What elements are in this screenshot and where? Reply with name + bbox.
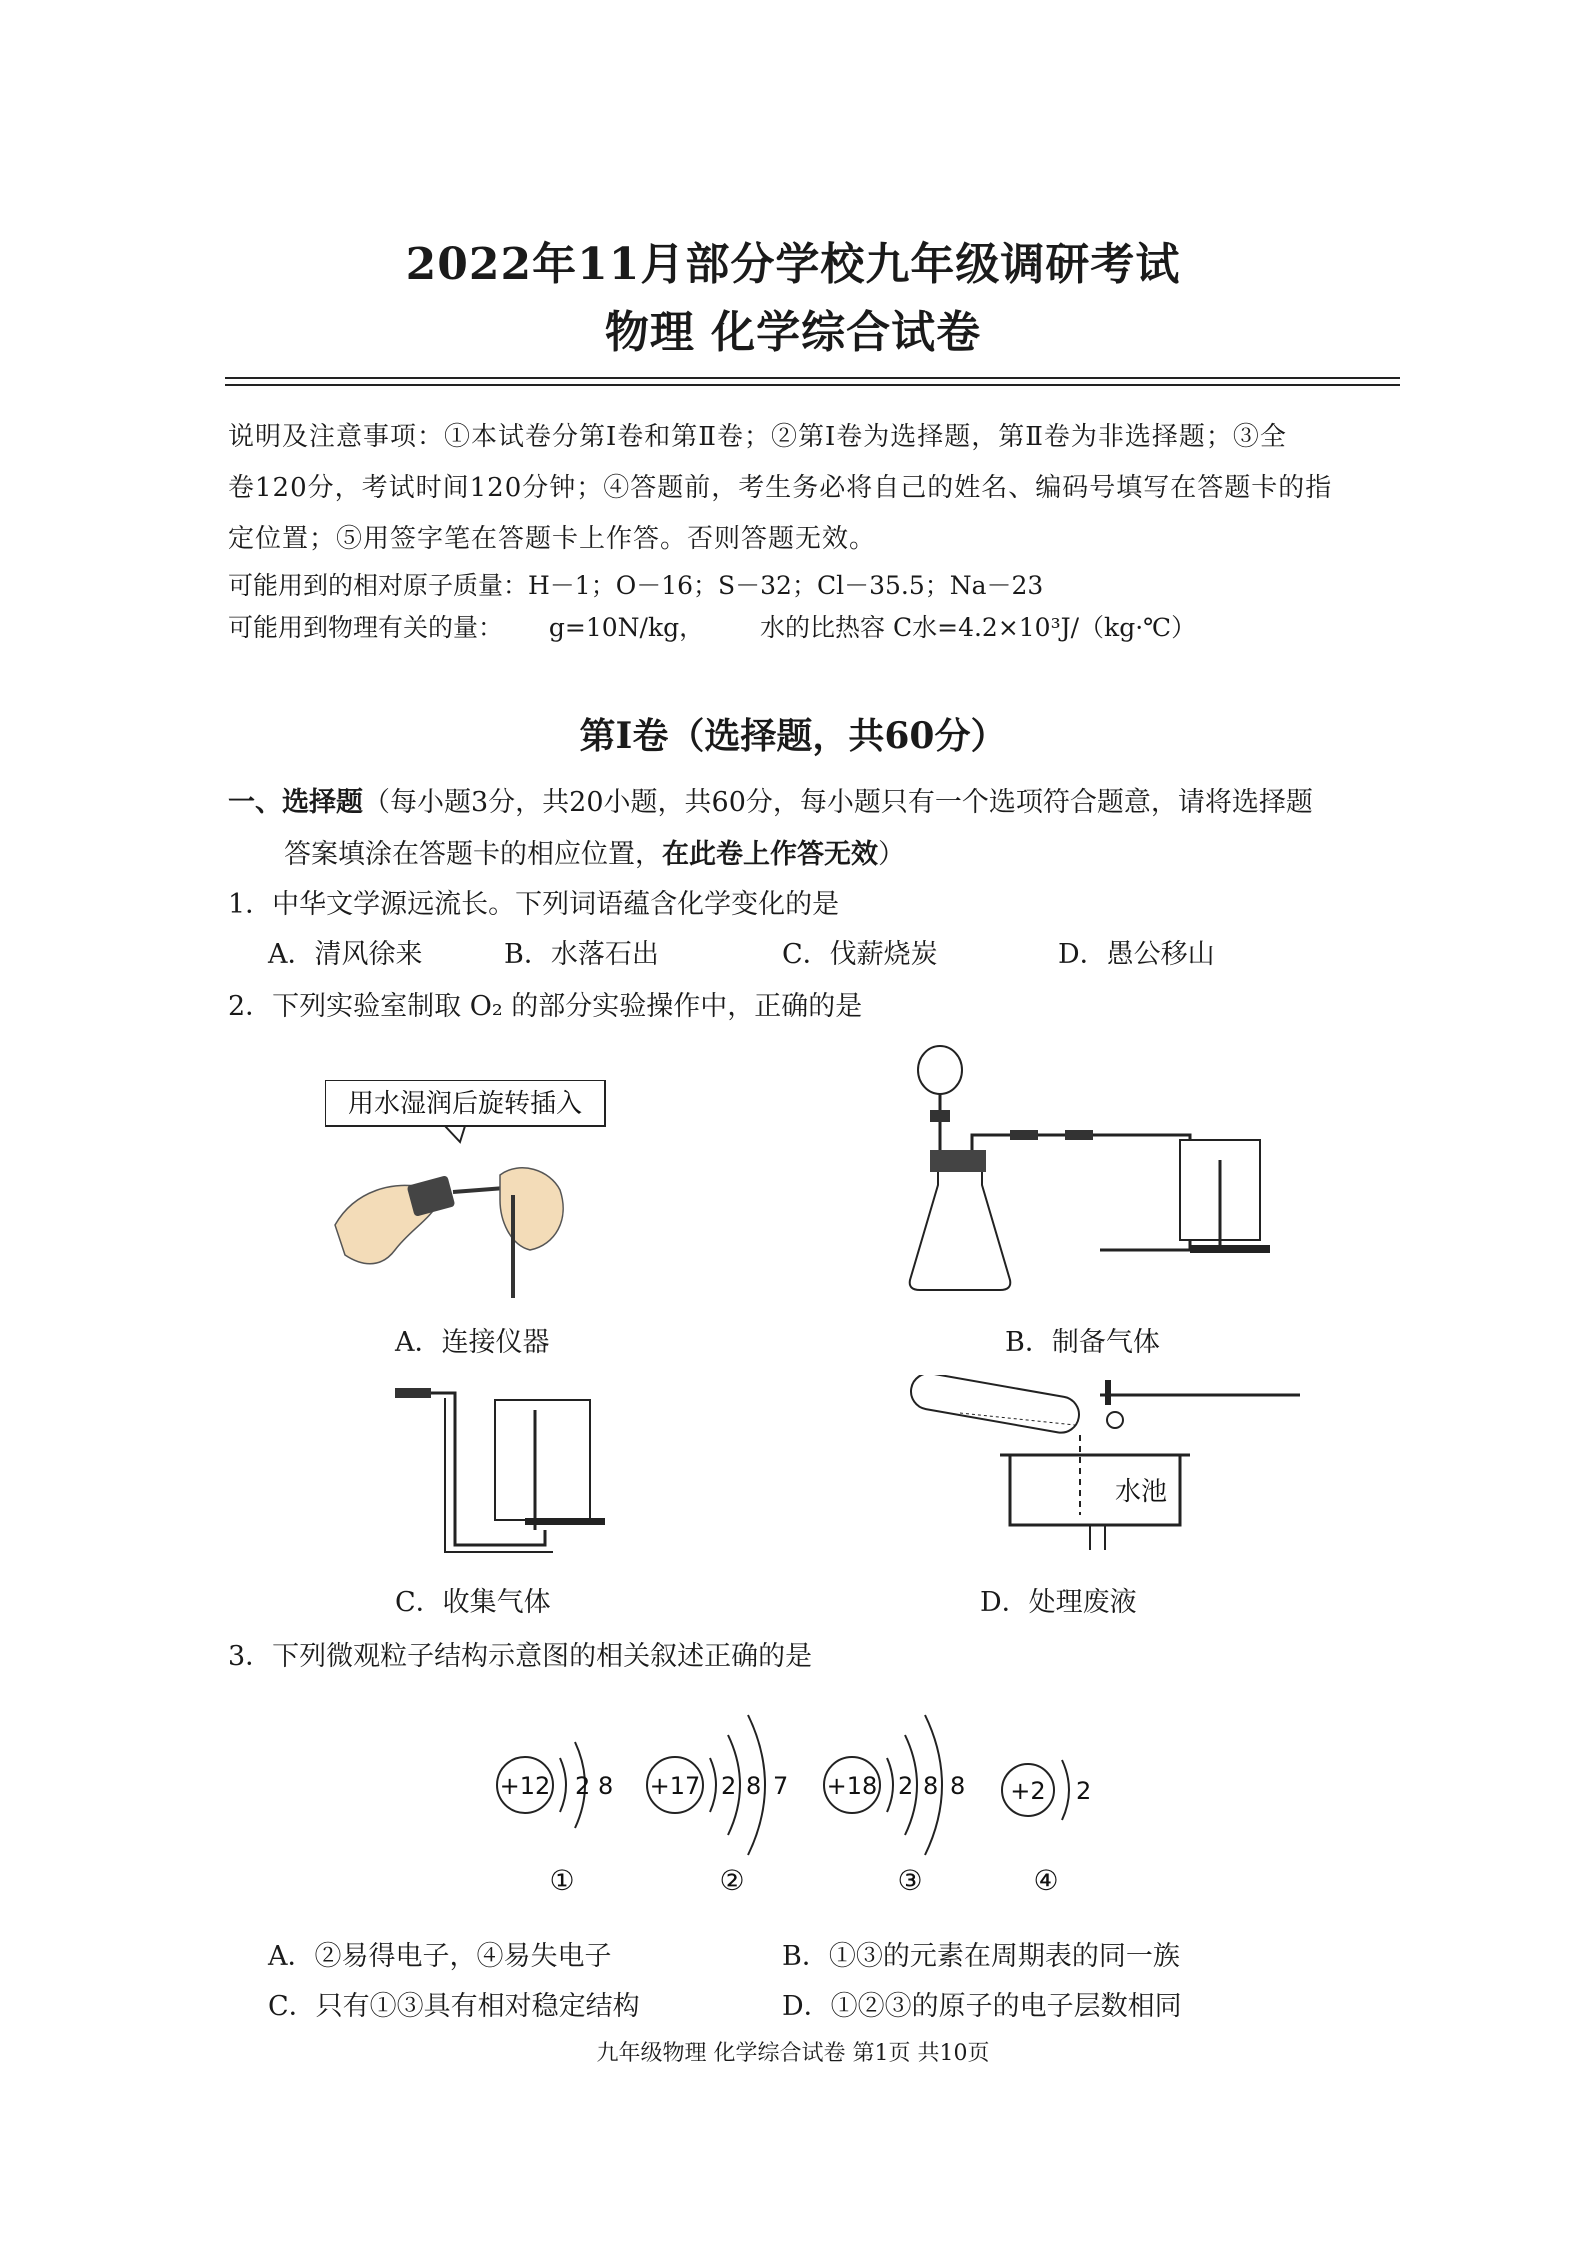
page-footer: 九年级物理 化学综合试卷 第1页 共10页 [596, 2041, 990, 2066]
particle-3 [824, 1715, 965, 1897]
particle-1-shell-1-count: 2 [575, 1772, 591, 1800]
sink-label: 水池 [1115, 1477, 1168, 1507]
divider-bottom [225, 384, 1400, 386]
q2-stem: 2．下列实验室制取 O₂ 的部分实验操作中，正确的是 [228, 991, 863, 1022]
figure-generate-gas [900, 1040, 1280, 1300]
collection-bottle-c [495, 1400, 590, 1520]
q2-caption-a: A．连接仪器 [395, 1327, 550, 1358]
q3-option-d: D．①②③的原子的电子层数相同 [782, 1991, 1182, 2022]
particle-1 [497, 1742, 613, 1897]
bottle-stand-c [525, 1518, 605, 1525]
funnel-bulb [918, 1046, 962, 1094]
q2-caption-d: D．处理废液 [980, 1587, 1137, 1618]
q3-stem: 3．下列微观粒子结构示意图的相关叙述正确的是 [228, 1641, 813, 1672]
physics-prefix: 可能用到物理有关的量： [228, 613, 504, 642]
particle-3-shell-1-count: 2 [898, 1772, 914, 1800]
section-heading-line-2-end: ） [878, 839, 905, 870]
q1-stem: 1．中华文学源远流长。下列词语蕴含化学变化的是 [228, 889, 840, 920]
figure-a-label-pointer [445, 1126, 465, 1142]
section-heading-rest: （每小题3分，共20小题，共60分，每小题只有一个选项符合题意，请将选择题 [363, 787, 1313, 818]
section-title: 第Ⅰ卷（选择题，共60分） [579, 715, 1007, 757]
particle-2-shell-1 [710, 1758, 716, 1812]
instructions-line-1: 说明及注意事项：①本试卷分第Ⅰ卷和第Ⅱ卷；②第Ⅰ卷为选择题，第Ⅱ卷为非选择题；③全 [228, 422, 1287, 452]
section-heading-line-2 [284, 832, 905, 871]
q1-option-b: B．水落石出 [504, 939, 659, 970]
q3-option-c: C．只有①③具有相对稳定结构 [268, 1991, 640, 2022]
faucet-nozzle [1107, 1412, 1123, 1428]
bottle-stand [1190, 1245, 1270, 1253]
figure-connect-apparatus [325, 1080, 625, 1300]
q2-caption-c: C．收集气体 [395, 1587, 551, 1618]
physics-constants [228, 608, 1196, 644]
particle-2-charge: +17 [649, 1772, 701, 1800]
rubber-tube [407, 1175, 456, 1217]
q3-option-a: A．②易得电子，④易失电子 [268, 1941, 612, 1972]
particle-3-charge: +18 [826, 1772, 878, 1800]
instructions [228, 412, 1378, 565]
q2-caption-b: B．制备气体 [1005, 1327, 1160, 1358]
q3-option-b: B．①③的元素在周期表的同一族 [782, 1941, 1180, 1972]
right-hand [500, 1168, 563, 1250]
title-line-2: 物理 化学综合试卷 [604, 307, 982, 358]
particle-1-mark: ① [549, 1864, 575, 1897]
gravity-constant: g=10N/kg， [548, 613, 705, 642]
particle-2-shell-1-count: 2 [721, 1772, 737, 1800]
glass-tube-horizontal [453, 1188, 505, 1192]
q1-option-d: D．愚公移山 [1058, 939, 1215, 970]
figure-dispose-waste [900, 1375, 1300, 1555]
delivery-tube [972, 1135, 1190, 1250]
particle-3-shell-1 [887, 1758, 893, 1812]
water-heat-capacity: 水的比热容 C水=4.2×10³J/（kg·℃） [760, 613, 1197, 642]
tube-joint-2 [1065, 1130, 1093, 1140]
atomic-masses: 可能用到的相对原子质量：H－1；O－16；S－32；Cl－35.5；Na－23 [228, 571, 1044, 600]
particle-1-shell-1 [560, 1758, 566, 1812]
tube-clip [395, 1388, 431, 1398]
particle-3-shell-3-count: 8 [950, 1772, 966, 1800]
conical-flask [910, 1172, 1011, 1290]
particle-3-shell-2-count: 8 [923, 1772, 939, 1800]
stopcock [930, 1110, 950, 1122]
faucet-valve [1105, 1380, 1111, 1405]
particle-1-shell-2-count: 8 [598, 1772, 614, 1800]
stopper [930, 1150, 986, 1172]
figure-collect-gas [385, 1380, 615, 1560]
particle-2 [647, 1715, 788, 1897]
test-tube [908, 1375, 1082, 1435]
particle-4-shell-1 [1062, 1760, 1069, 1820]
title-line-1: 2022年11月部分学校九年级调研考试 [405, 239, 1181, 290]
particle-structure-diagrams [480, 1690, 1200, 1930]
particle-2-mark: ② [719, 1864, 745, 1897]
particle-4-shell-1-count: 2 [1076, 1777, 1092, 1805]
instructions-line-2: 卷120分，考试时间120分钟；④答题前，考生务必将自己的姓名、编码号填写在答题卡的指 [228, 473, 1333, 503]
particle-4-mark: ④ [1033, 1864, 1059, 1897]
instructions-line-3: 定位置；⑤用签字笔在答题卡上作答。否则答题无效。 [228, 524, 877, 554]
divider-top [225, 377, 1400, 379]
section-heading-bold: 一、选择题 [228, 787, 363, 818]
particle-2-shell-3-count: 7 [773, 1772, 789, 1800]
section-heading [228, 780, 1313, 819]
particle-2-shell-2-count: 8 [746, 1772, 762, 1800]
particle-4-charge: +2 [1010, 1777, 1046, 1805]
tube-joint-1 [1010, 1130, 1038, 1140]
section-heading-line-2-text: 答案填涂在答题卡的相应位置， [284, 839, 662, 870]
particle-4 [1002, 1760, 1091, 1897]
particle-1-charge: +12 [499, 1772, 551, 1800]
figure-a-label: 用水湿润后旋转插入 [347, 1089, 583, 1119]
q1-option-a: A．清风徐来 [268, 939, 423, 970]
q1-option-c: C．伐薪烧炭 [782, 939, 938, 970]
no-answer-warning: 在此卷上作答无效 [662, 839, 878, 870]
particle-3-mark: ③ [897, 1864, 923, 1897]
